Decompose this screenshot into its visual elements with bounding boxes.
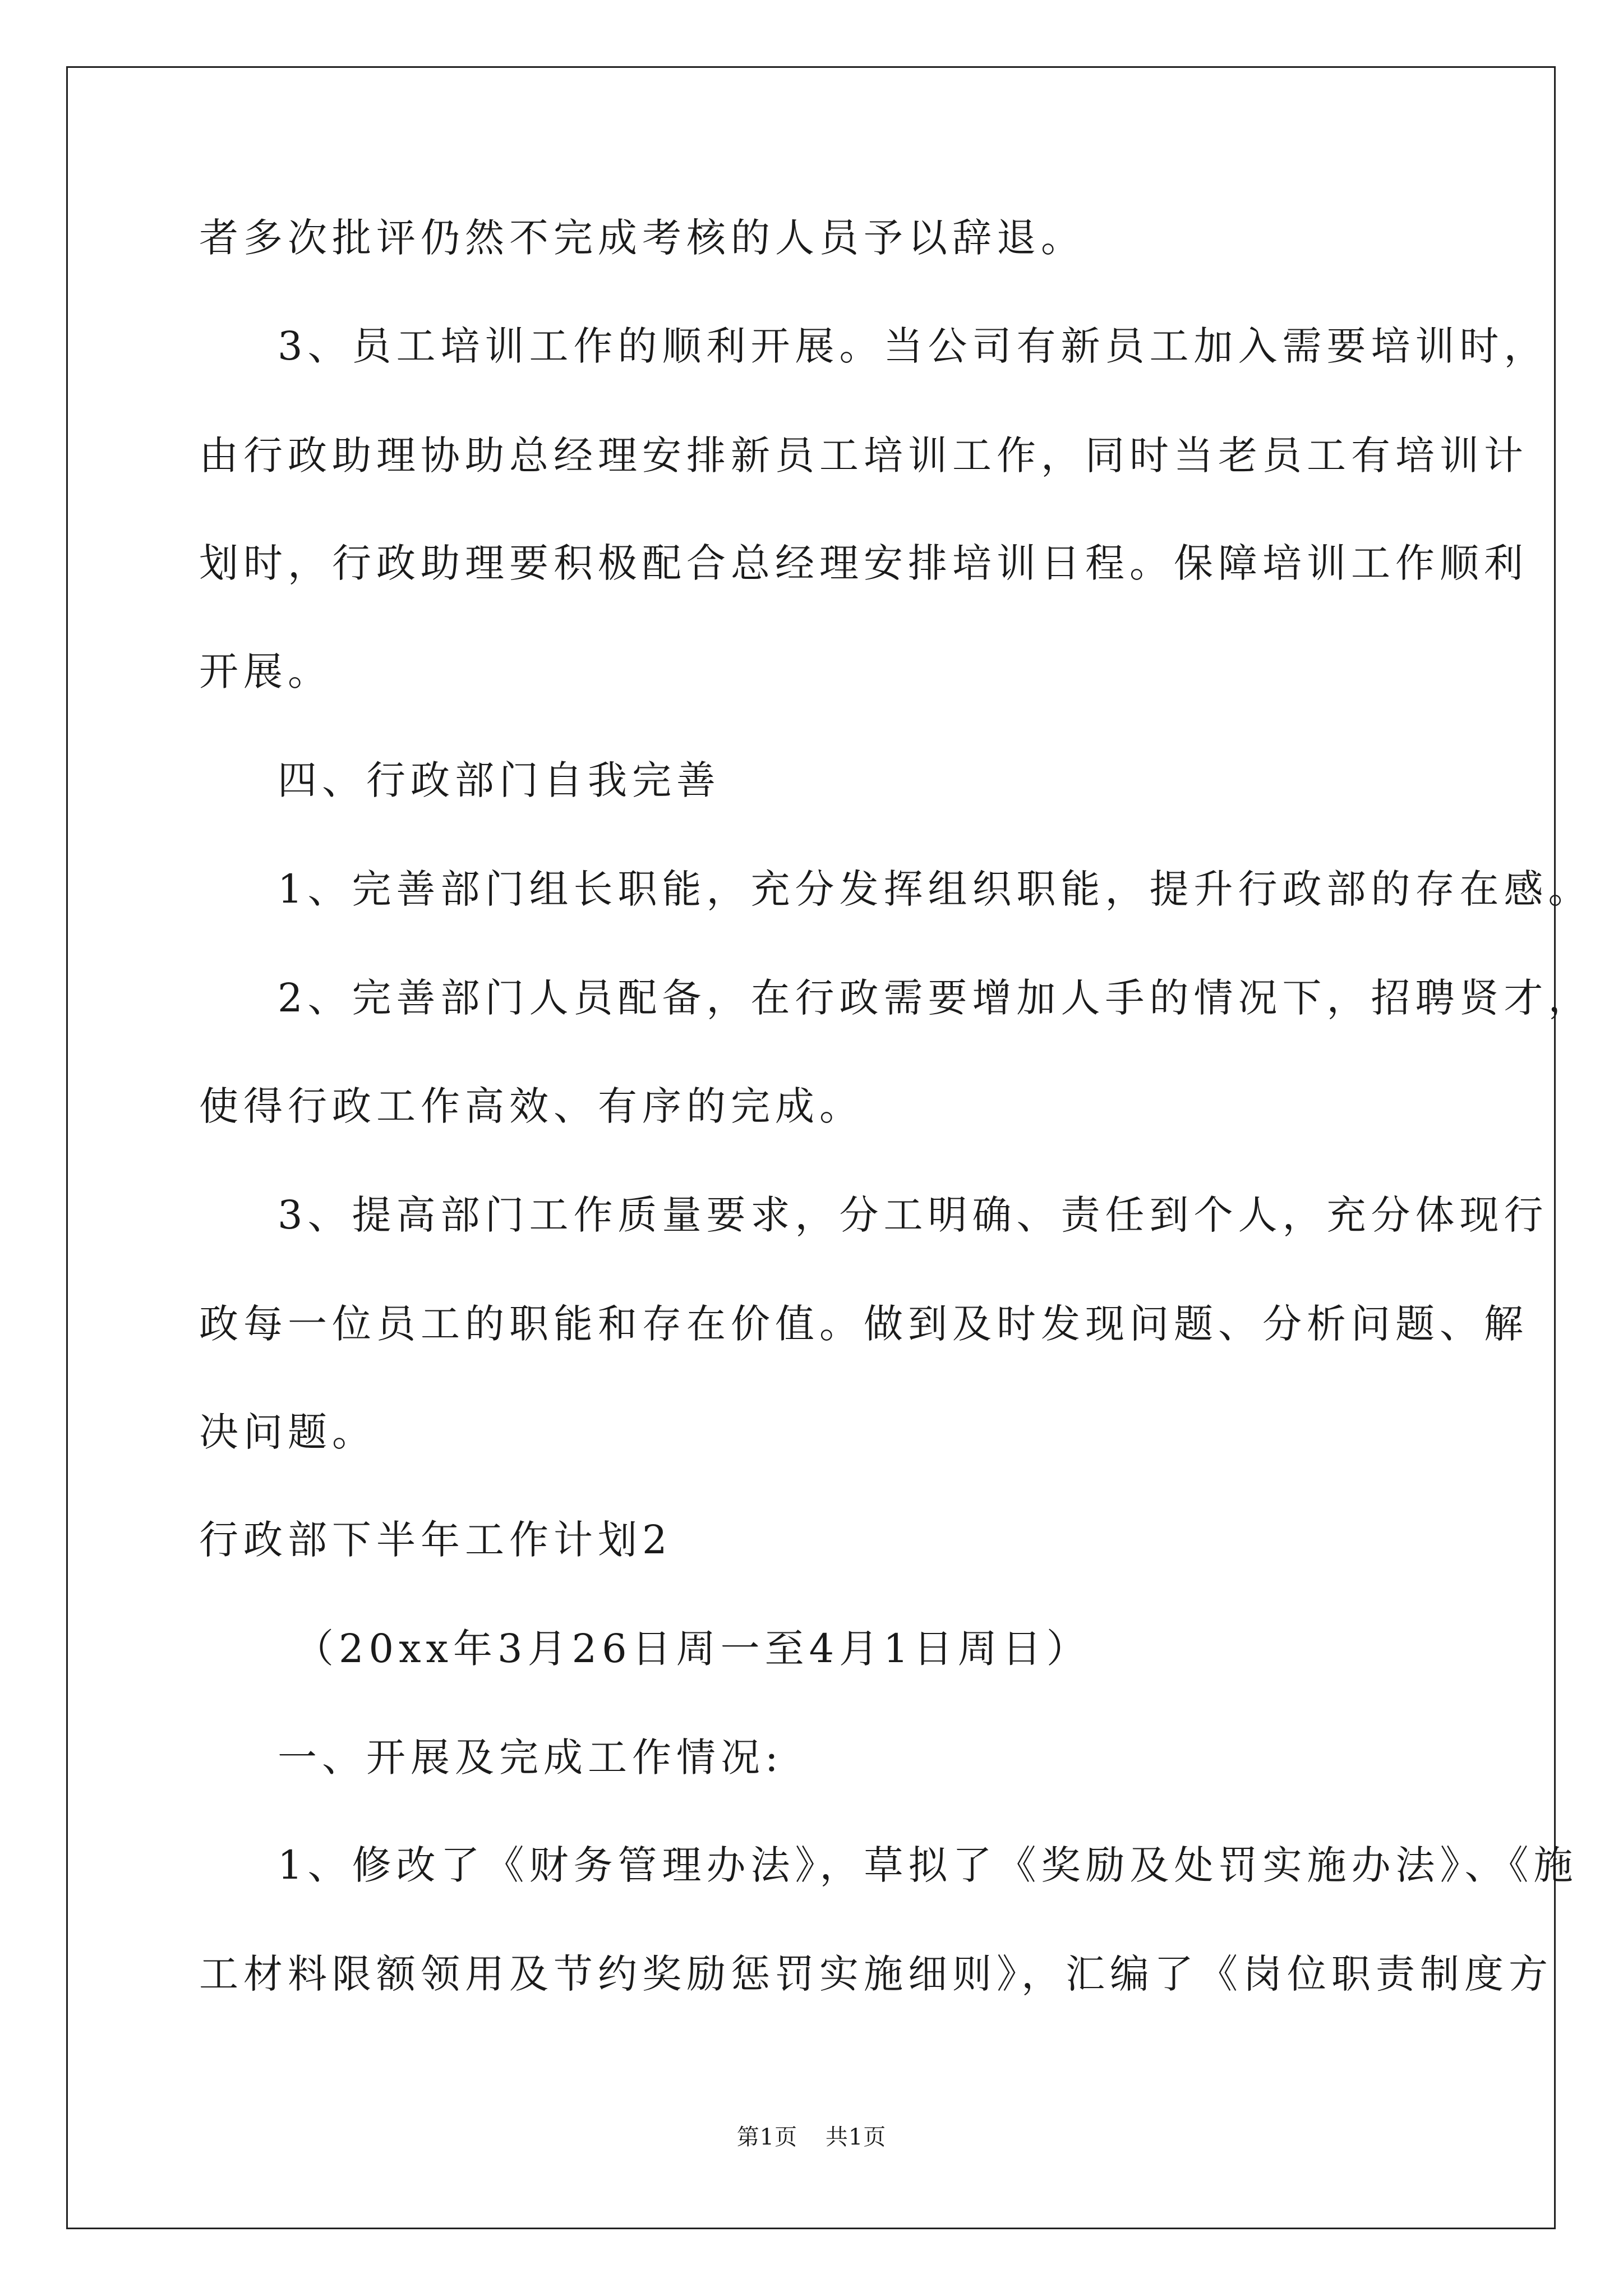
page-number-total: 共1页 xyxy=(825,2124,887,2150)
paragraph-line: 由行政助理协助总经理安排新员工培训工作，同时当老员工有培训计 xyxy=(199,432,1528,478)
paragraph-line: 政每一位员工的职能和存在价值。做到及时发现问题、分析问题、解 xyxy=(199,1301,1528,1347)
section-heading: 四、行政部门自我完善 xyxy=(278,757,721,803)
paragraph-line: 开展。 xyxy=(199,648,332,694)
paragraph-line: 1、修改了《财务管理办法》，草拟了《奖励及处罚实施办法》、《施 xyxy=(278,1842,1578,1888)
page-border xyxy=(66,66,1593,2229)
paragraph-line: 决问题。 xyxy=(199,1409,376,1455)
document-title: 行政部下半年工作计划2 xyxy=(199,1517,672,1563)
page-footer xyxy=(0,2124,1623,2151)
paragraph-line: 工材料限额领用及节约奖励惩罚实施细则》，汇编了《岗位职责制度方 xyxy=(199,1951,1553,1997)
paragraph-line: 划时，行政助理要积极配合总经理安排培训日程。保障培训工作顺利 xyxy=(199,540,1528,586)
paragraph-line: 者多次批评仍然不完成考核的人员予以辞退。 xyxy=(199,215,1085,261)
section-heading: 一、开展及完成工作情况: xyxy=(278,1734,783,1780)
page-number-current: 第1页 xyxy=(736,2124,798,2150)
paragraph-line: 3、提高部门工作质量要求，分工明确、责任到个人，充分体现行 xyxy=(278,1192,1548,1238)
paragraph-line: 1、完善部门组长职能，充分发挥组织职能，提升行政部的存在感。 xyxy=(278,866,1593,912)
paragraph-line: 2、完善部门人员配备，在行政需要增加人手的情况下，招聘贤才， xyxy=(278,975,1593,1021)
paragraph-line: 使得行政工作高效、有序的完成。 xyxy=(199,1083,864,1129)
paragraph-line: 3、员工培训工作的顺利开展。当公司有新员工加入需要培训时， xyxy=(278,323,1548,369)
date-range-line: （20xx年3月26日周一至4月1日周日） xyxy=(294,1626,1091,1672)
